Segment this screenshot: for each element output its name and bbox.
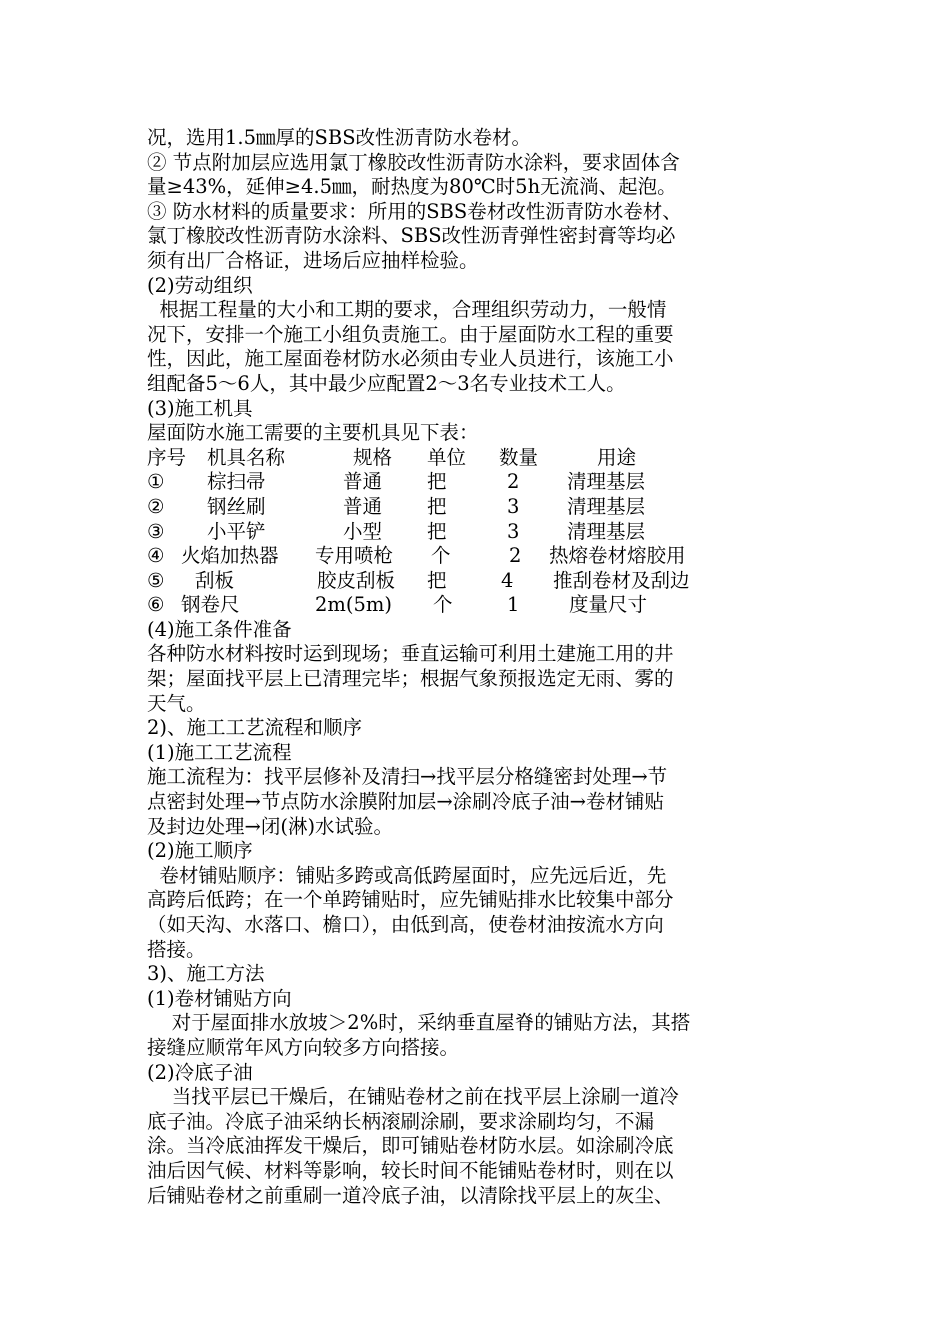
- text-line: 天气。: [147, 691, 206, 715]
- text-line: 氯丁橡胶改性沥青防水涂料、SBS改性沥青弹性密封膏等均必: [147, 224, 676, 248]
- equipment-table: [147, 446, 827, 618]
- table-cell: 火焰加热器: [181, 544, 279, 568]
- table-cell: 小型: [343, 519, 383, 543]
- table-cell: 普通: [343, 494, 383, 518]
- paragraph-block-1: [147, 126, 827, 446]
- text-line: 对于屋面排水放坡＞2%时，采纳垂直屋脊的铺贴方法，其搭: [147, 1011, 691, 1035]
- text-line: 量≥43%，延伸≥4.5㎜，耐热度为80℃时5h无流淌、起泡。: [147, 175, 677, 199]
- text-line: 油后因气候、材料等影响，较长时间不能铺贴卷材时，则在以: [147, 1158, 674, 1182]
- table-header-cell: 规格: [353, 445, 393, 469]
- table-cell: 小平铲: [207, 519, 266, 543]
- text-line: ③ 防水材料的质量要求：所用的SBS卷材改性沥青防水卷材、: [147, 199, 682, 223]
- table-row: [147, 520, 827, 545]
- table-cell: 度量尺寸: [569, 593, 648, 617]
- table-cell: ①: [147, 470, 165, 494]
- table-cell: 钢丝刷: [207, 494, 266, 518]
- section-heading: 3)、施工方法: [147, 962, 265, 986]
- text-line: 组配备5～6人，其中最少应配置2～3名专业技术工人。: [147, 371, 626, 395]
- table-row: [147, 544, 827, 569]
- table-cell: 专用喷枪: [315, 544, 394, 568]
- table-header-cell: 单位: [427, 445, 467, 469]
- table-cell: 清理基层: [567, 494, 646, 518]
- table-cell: 2m(5m): [315, 593, 393, 617]
- table-cell: 个: [433, 593, 453, 617]
- section-heading: (2)劳动组织: [147, 273, 253, 297]
- table-cell: ③: [147, 519, 165, 543]
- text-line: 点密封处理→节点防水涂膜附加层→涂刷冷底子油→卷材铺贴: [147, 790, 665, 814]
- text-line: 后铺贴卷材之前重刷一道冷底子油，以清除找平层上的灰尘、: [147, 1183, 674, 1207]
- text-line: 各种防水材料按时运到现场；垂直运输可利用土建施工用的井: [147, 642, 674, 666]
- table-header-cell: 用途: [597, 445, 637, 469]
- table-row: [147, 569, 827, 594]
- table-cell: 推刮卷材及刮边: [553, 568, 690, 592]
- text-line: 卷材铺贴顺序：铺贴多跨或高低跨屋面时，应先远后近，先: [147, 863, 667, 887]
- text-line: 涂。当冷底油挥发干燥后，即可铺贴卷材防水层。如涂刷冷底: [147, 1134, 674, 1158]
- section-heading: (1)卷材铺贴方向: [147, 986, 292, 1010]
- table-cell: 把: [427, 494, 447, 518]
- table-cell: 4: [501, 568, 514, 592]
- table-cell: ②: [147, 494, 165, 518]
- text-line: 根据工程量的大小和工期的要求，合理组织劳动力，一般情: [147, 298, 667, 322]
- table-cell: ⑥: [147, 593, 165, 617]
- table-cell: 棕扫帚: [207, 470, 266, 494]
- table-cell: 把: [427, 519, 447, 543]
- table-row: [147, 470, 827, 495]
- table-cell: ④: [147, 544, 165, 568]
- table-cell: ⑤: [147, 568, 165, 592]
- table-cell: 钢卷尺: [181, 593, 240, 617]
- text-line: 屋面防水施工需要的主要机具见下表：: [147, 421, 479, 445]
- text-line: ② 节点附加层应选用氯丁橡胶改性沥青防水涂料，要求固体含: [147, 150, 680, 174]
- section-heading: (1)施工工艺流程: [147, 740, 292, 764]
- text-line: 况下，安排一个施工小组负责施工。由于屋面防水工程的重要: [147, 322, 674, 346]
- table-cell: 3: [507, 494, 520, 518]
- table-row: [147, 593, 827, 618]
- section-heading: (2)施工顺序: [147, 839, 253, 863]
- text-line: 况，选用1.5㎜厚的SBS改性沥青防水卷材。: [147, 126, 532, 149]
- table-cell: 个: [431, 544, 451, 568]
- text-line: 高跨后低跨；在一个单跨铺贴时，应先铺贴排水比较集中部分: [147, 888, 674, 912]
- text-line: 当找平层已干燥后，在铺贴卷材之前在找平层上涂刷一道冷: [147, 1085, 679, 1109]
- text-line: 及封边处理→闭(淋)水试验。: [147, 814, 394, 838]
- table-cell: 把: [427, 568, 447, 592]
- document-body: [147, 126, 827, 1208]
- text-line: 架；屋面找平层上已清理完毕；根据气象预报选定无雨、雾的: [147, 667, 674, 691]
- section-heading: (4)施工条件准备: [147, 617, 292, 641]
- section-heading: (2)冷底子油: [147, 1060, 253, 1084]
- paragraph-block-2: [147, 618, 827, 1208]
- table-cell: 清理基层: [567, 470, 646, 494]
- text-line: 接缝应顺常年风方向较多方向搭接。: [147, 1035, 460, 1059]
- table-cell: 普通: [343, 470, 383, 494]
- table-cell: 2: [509, 544, 522, 568]
- text-line: 施工流程为：找平层修补及清扫→找平层分格缝密封处理→节: [147, 765, 668, 789]
- text-line: （如天沟、水落口、檐口），由低到高，使卷材油按流水方向: [147, 913, 664, 936]
- table-cell: 3: [507, 519, 520, 543]
- table-cell: 2: [507, 470, 520, 494]
- section-heading: 2)、施工工艺流程和顺序: [147, 716, 363, 740]
- table-cell: 1: [507, 593, 520, 617]
- table-cell: 刮板: [195, 568, 235, 592]
- table-row: [147, 495, 827, 520]
- text-line: 搭接。: [147, 937, 206, 961]
- text-line: 性，因此，施工屋面卷材防水必须由专业人员进行，该施工小: [147, 347, 674, 371]
- table-cell: 把: [427, 470, 447, 494]
- table-cell: 胶皮刮板: [317, 568, 396, 592]
- table-header-cell: 机具名称: [207, 445, 286, 469]
- table-header-row: [147, 446, 827, 471]
- table-header-cell: 序号: [147, 445, 187, 469]
- section-heading: (3)施工机具: [147, 396, 253, 420]
- table-cell: 清理基层: [567, 519, 646, 543]
- table-cell: 热熔卷材熔胶用: [549, 544, 686, 568]
- text-line: 须有出厂合格证，进场后应抽样检验。: [147, 248, 479, 272]
- text-line: 底子油。冷底子油采纳长柄滚刷涂刷，要求涂刷均匀，不漏: [147, 1109, 655, 1133]
- table-header-cell: 数量: [499, 445, 539, 469]
